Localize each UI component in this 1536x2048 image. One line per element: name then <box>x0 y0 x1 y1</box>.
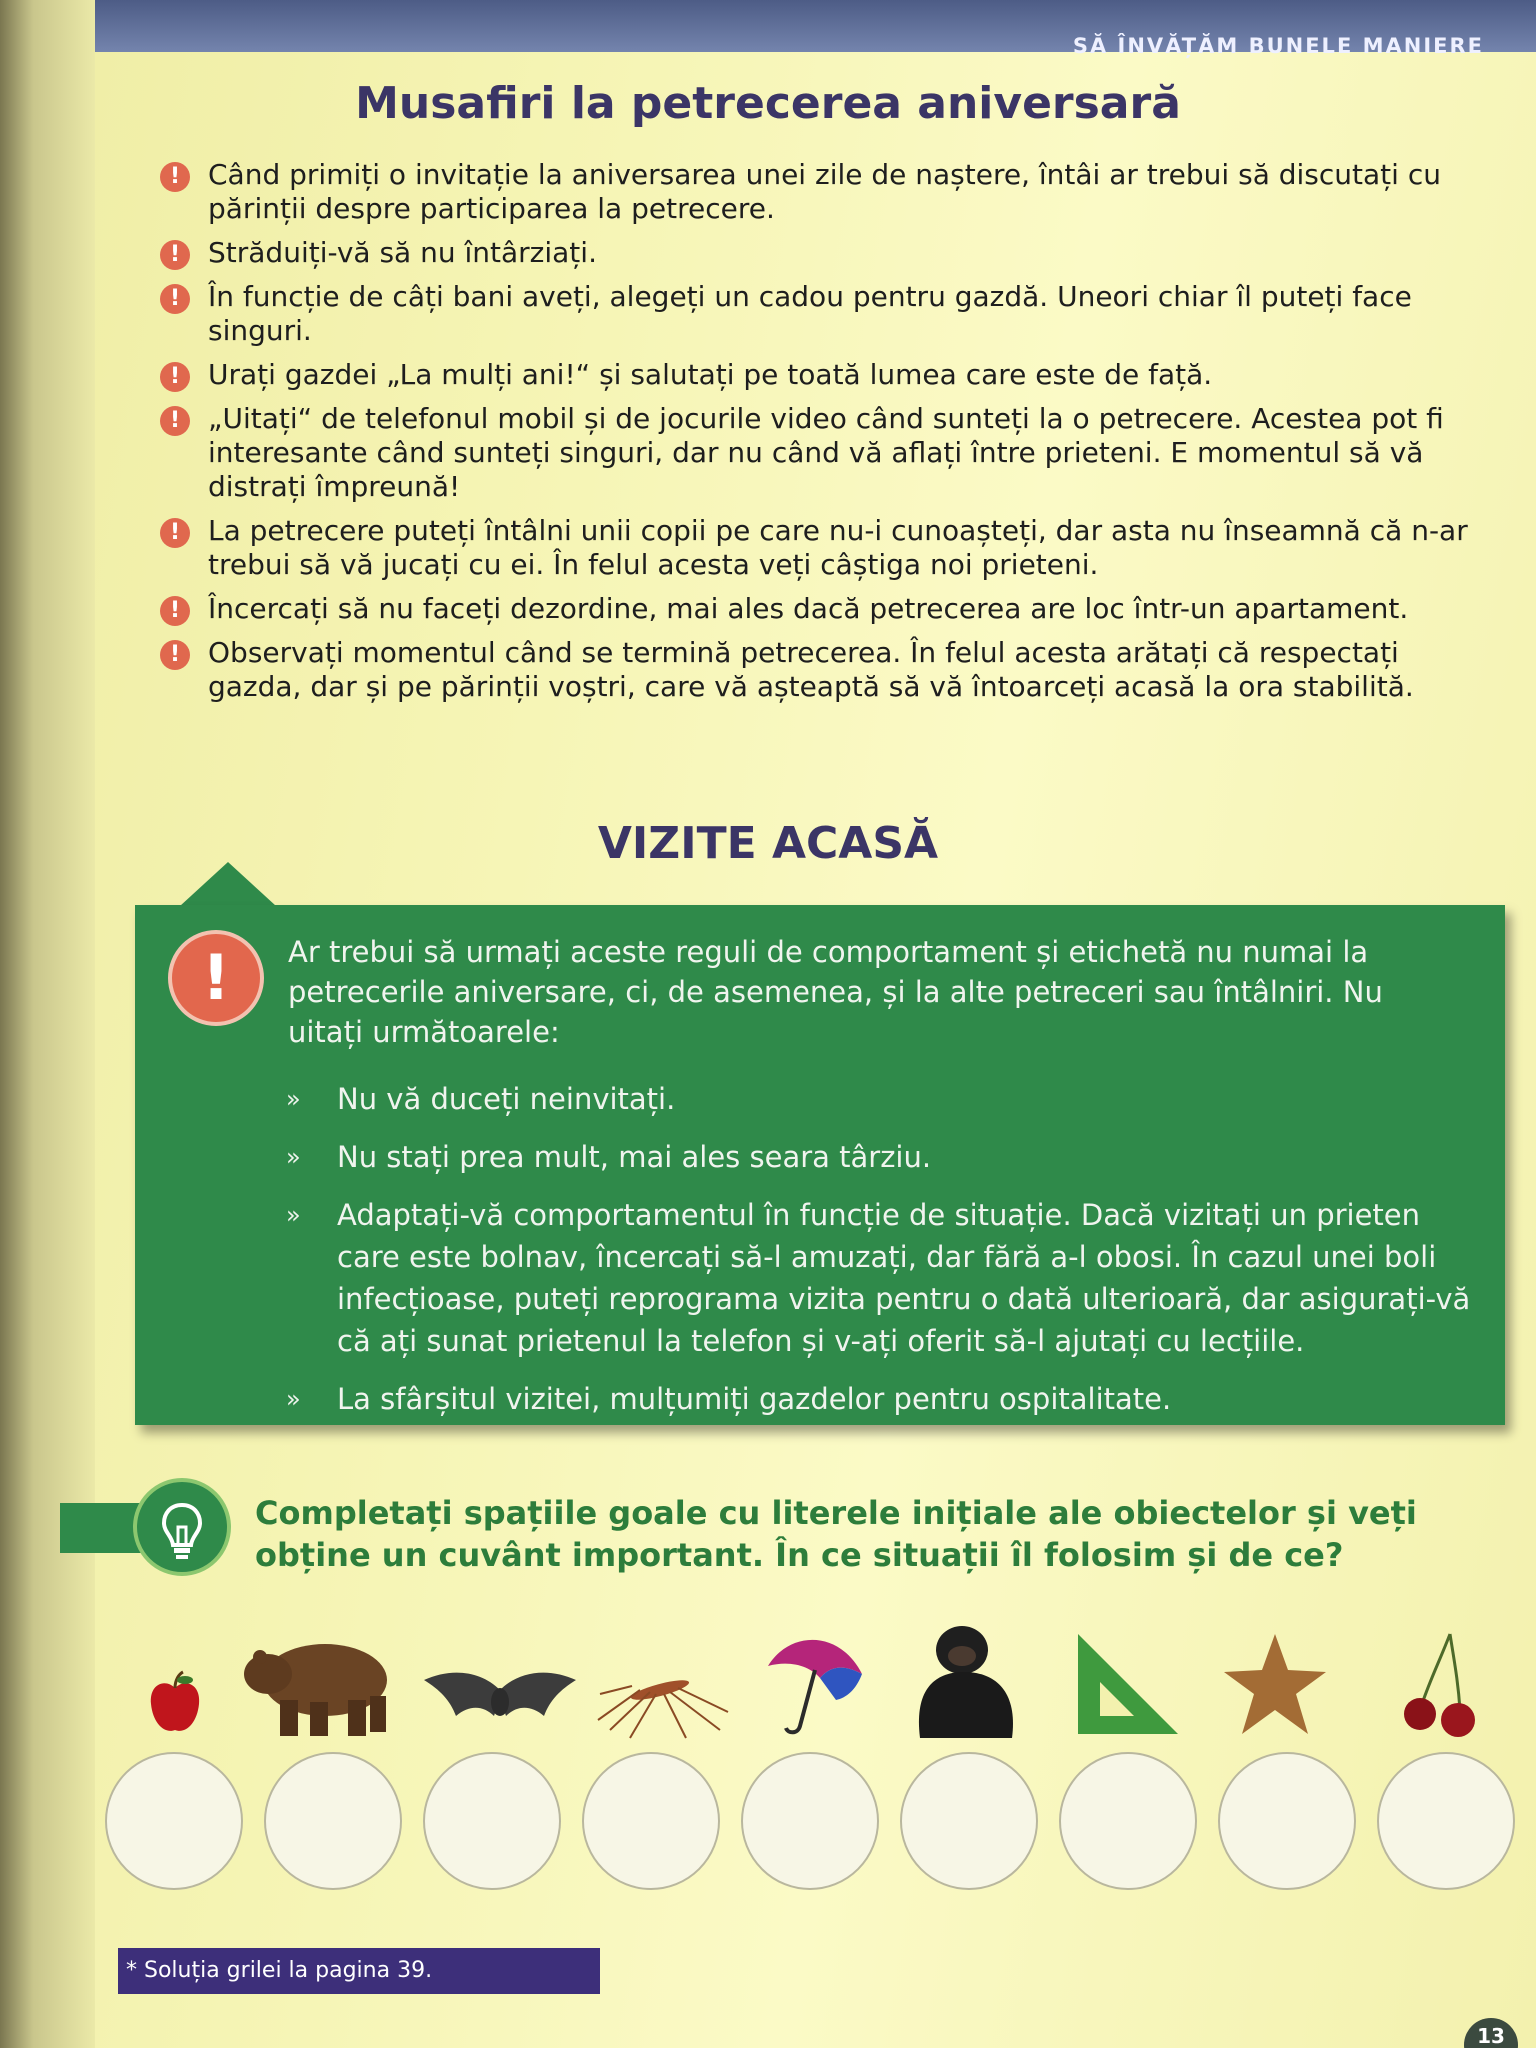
mosquito-icon <box>590 1660 730 1740</box>
rule-text: Străduiți-vă să nu întârziați. <box>208 236 597 269</box>
list-item <box>160 358 1500 392</box>
bear-icon <box>240 1630 400 1740</box>
book-spine-shadow <box>0 0 95 2048</box>
rule-text: Când primiți o invitație la aniversarea unei zile de naștere, întâi ar trebui să discutați cu părinții despre participarea la petrecere. <box>208 158 1441 225</box>
answer-circle[interactable] <box>264 1752 402 1890</box>
rule-text: Urați gazdei „La mulți ani!“ și salutați pe toată lumea care este de față. <box>208 358 1213 391</box>
exclamation-icon: ! <box>160 596 190 626</box>
exclamation-icon: ! <box>160 162 190 192</box>
answer-circle[interactable] <box>105 1752 243 1890</box>
answer-circle[interactable] <box>582 1752 720 1890</box>
answer-circle[interactable] <box>1218 1752 1356 1890</box>
item-text: Adaptați-vă comportamentul în funcție de situație. Dacă vizitați un prieten care este bolnav, încercați să-l amuzați, dar fără a-l obosi. În cazul unei boli infecțioase, puteți reprograma vizita pentru o dată ulterioară, dar asigurați-vă că ați sunat prietenul la telefon și v-ați oferit să-l ajutați cu lecțiile. <box>337 1198 1471 1358</box>
chevron-right-icon: » <box>286 1085 301 1113</box>
set-square-icon <box>1072 1630 1182 1740</box>
answer-circle[interactable] <box>1377 1752 1515 1890</box>
cherries-icon <box>1400 1630 1480 1740</box>
item-text: Nu vă duceți neinvitați. <box>337 1082 676 1116</box>
section-label: SĂ ÎNVĂȚĂM BUNELE MANIERE <box>1072 34 1484 58</box>
answer-circle[interactable] <box>423 1752 561 1890</box>
list-item <box>282 1136 1472 1178</box>
lightbulb-icon <box>133 1478 231 1576</box>
list-item <box>282 1078 1472 1120</box>
exclamation-icon: ! <box>160 640 190 670</box>
star-icon <box>1220 1630 1330 1740</box>
rule-text: La petrecere puteți întâlni unii copii pe care nu-i cunoașteți, dar asta nu înseamnă că n-ar trebui să vă jucați cu ei. În felul acesta veți câștiga noi prieteni. <box>208 514 1468 581</box>
info-box-list <box>282 1078 1472 1436</box>
list-item <box>160 280 1500 348</box>
rule-text: Observați momentul când se termină petrecerea. În felul acesta arătați că respectați gazda, dar și pe părinții voștri, care vă așteaptă să vă întoarceți acasă la ora stabilită. <box>208 636 1414 703</box>
section-title: VIZITE ACASĂ <box>597 818 939 869</box>
list-item <box>282 1194 1472 1362</box>
answer-circle[interactable] <box>741 1752 879 1890</box>
info-box-intro: Ar trebui să urmați aceste reguli de comportament și etichetă nu numai la petrecerile aniversare, ci, de asemenea, și la alte petreceri sau întâlniri. Nu uitați următoarele: <box>288 935 1383 1049</box>
rule-text: „Uitați“ de telefonul mobil și de jocurile video când sunteți la o petrecere. Acestea pot fi interesante când sunteți singuri, dar nu când vă aflați între prieteni. E momentul să vă distrați împreună! <box>208 402 1444 503</box>
answer-circle[interactable] <box>900 1752 1038 1890</box>
list-item <box>282 1378 1472 1420</box>
rule-text: Încercați să nu faceți dezordine, mai ales dacă petrecerea are loc într-un apartament. <box>208 592 1409 625</box>
pictures-row <box>100 1610 1500 1740</box>
item-text: La sfârșitul vizitei, mulțumiți gazdelor pentru ospitalitate. <box>337 1382 1172 1416</box>
chevron-right-icon: » <box>286 1201 301 1229</box>
bat-icon <box>420 1660 580 1740</box>
answer-circles <box>105 1752 1525 1902</box>
umbrella-icon <box>760 1630 870 1740</box>
chimpanzee-icon <box>900 1620 1030 1740</box>
rule-text: În funcție de câți bani aveți, alegeți un cadou pentru gazdă. Uneori chiar îl puteți face singuri. <box>208 280 1412 347</box>
answer-circle[interactable] <box>1059 1752 1197 1890</box>
exclamation-icon: ! <box>160 406 190 436</box>
item-text: Nu stați prea mult, mai ales seara târziu. <box>337 1140 932 1174</box>
box-tab <box>180 862 276 906</box>
list-item <box>160 402 1500 504</box>
exclamation-icon: ! <box>160 518 190 548</box>
footnote: * Soluția grilei la pagina 39. <box>118 1948 600 1994</box>
list-item <box>160 236 1500 270</box>
warning-icon: ! <box>168 930 264 1026</box>
list-item <box>160 592 1500 626</box>
chevron-right-icon: » <box>286 1143 301 1171</box>
page-number: 13 <box>1464 2018 1518 2048</box>
exclamation-icon: ! <box>160 362 190 392</box>
rules-list <box>160 158 1500 714</box>
list-item <box>160 636 1500 704</box>
page-title: Musafiri la petrecerea aniversară <box>355 78 1181 129</box>
chevron-right-icon: » <box>286 1385 301 1413</box>
exclamation-icon: ! <box>160 240 190 270</box>
list-item <box>160 514 1500 582</box>
exclamation-icon: ! <box>160 284 190 314</box>
apple-icon <box>145 1670 205 1740</box>
task-instruction: Completați spațiile goale cu literele inițiale ale obiectelor și veți obține un cuvânt important. În ce situații îl folosim și de ce? <box>255 1494 1417 1574</box>
list-item <box>160 158 1500 226</box>
